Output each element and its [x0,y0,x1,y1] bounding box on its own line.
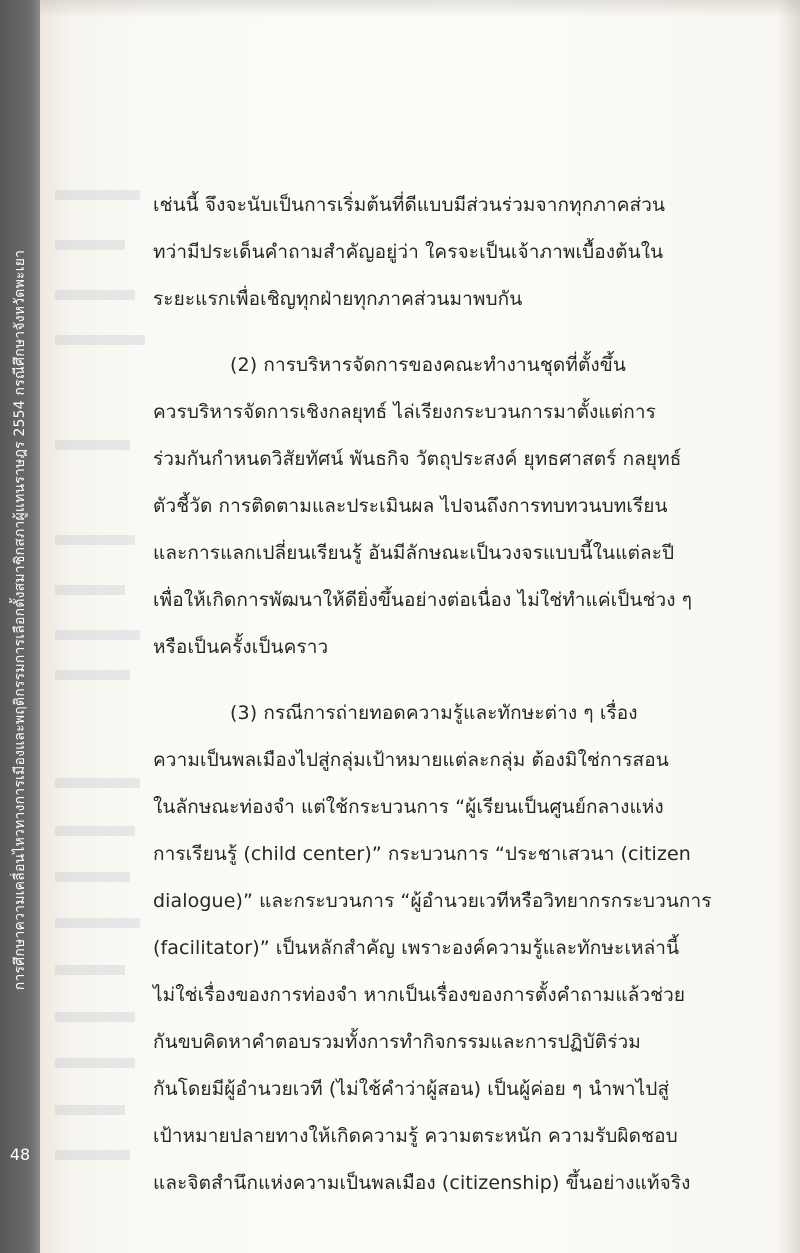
show-through-mark [55,1012,135,1022]
show-through-mark [55,1150,130,1160]
page-number: 48 [9,1145,31,1164]
show-through-mark [55,630,140,640]
text-line: ความเป็นพลเมืองไปสู่กลุ่มเป้าหมายแต่ละกลุ่ม ต้องมิใช่การสอน [153,749,669,771]
text-line: ทว่ามีประเด็นคำถามสำคัญอยู่ว่า ใครจะเป็นเจ้าภาพเบื้องต้นใน [153,241,664,263]
text-line: กันโดยมีผู้อำนวยเวที (ไม่ใช้คำว่าผู้สอน) เป็นผู้ค่อย ๆ นำพาไปสู่ [153,1078,670,1100]
show-through-mark [55,872,130,882]
show-through-mark [55,1105,125,1115]
text-line: (3) กรณีการถ่ายทอดความรู้และทักษะต่าง ๆ เรื่อง [230,702,638,724]
spine-band [0,0,40,1253]
text-line: กันขบคิดหาคำตอบรวมทั้งการทำกิจกรรมและการปฏิบัติร่วม [153,1031,641,1053]
text-line: เป้าหมายปลายทางให้เกิดความรู้ ความตระหนัก ความรับผิดชอบ [153,1125,678,1147]
show-through-mark [55,335,145,345]
show-through-mark [55,778,140,788]
show-through-mark [55,965,125,975]
show-through-mark [55,585,125,595]
text-line: (facilitator)” เป็นหลักสำคัญ เพราะองค์ความรู้และทักษะเหล่านี้ [153,937,680,959]
show-through-mark [55,535,135,545]
text-line: หรือเป็นครั้งเป็นคราว [153,636,329,658]
text-line: ควรบริหารจัดการเชิงกลยุทธ์ ไล่เรียงกระบวนการมาตั้งแต่การ [153,401,656,423]
show-through-mark [55,190,140,200]
show-through-mark [55,826,135,836]
show-through-mark [55,290,135,300]
text-line: และจิตสำนึกแห่งความเป็นพลเมือง (citizenship) ขึ้นอย่างแท้จริง [153,1172,691,1194]
text-line: ตัวชี้วัด การติดตามและประเมินผล ไปจนถึงการทบทวนบทเรียน [153,495,668,517]
text-line: เช่นนี้ จึงจะนับเป็นการเริ่มต้นที่ดีแบบมีส่วนร่วมจากทุกภาคส่วน [153,194,666,216]
show-through-mark [55,1058,135,1068]
text-line: การเรียนรู้ (child center)” กระบวนการ “ประชาเสวนา (citizen [153,843,691,865]
page-top-shadow [40,0,800,18]
show-through-mark [55,240,125,250]
show-through-mark [55,918,140,928]
page-right-shadow [778,0,800,1253]
text-line: และการแลกเปลี่ยนเรียนรู้ อันมีลักษณะเป็นวงจรแบบนี้ในแต่ละปี [153,542,675,564]
text-line: ระยะแรกเพื่อเชิญทุกฝ่ายทุกภาคส่วนมาพบกัน [153,288,523,310]
show-through-mark [55,440,130,450]
running-header: การศึกษาความเคลื่อนไหวทางการเมืองและพฤติกรรมการเลือกตั้งสมาชิกสภาผู้แทนราษฎร 2554 กรณีศึกษาจังหวัดพะเยา [12,249,28,991]
text-line: ร่วมกันกำหนดวิสัยทัศน์ พันธกิจ วัตถุประสงค์ ยุทธศาสตร์ กลยุทธ์ [153,448,682,470]
text-line: dialogue)” และกระบวนการ “ผู้อำนวยเวทีหรือวิทยากรกระบวนการ [153,890,712,912]
text-line: เพื่อให้เกิดการพัฒนาให้ดียิ่งขึ้นอย่างต่อเนื่อง ไม่ใช่ทำแค่เป็นช่วง ๆ [153,589,693,611]
text-line: ในลักษณะท่องจำ แต่ใช้กระบวนการ “ผู้เรียนเป็นศูนย์กลางแห่ง [153,796,664,818]
text-line: (2) การบริหารจัดการของคณะทำงานชุดที่ตั้งขึ้น [230,354,626,376]
page-paper [40,0,800,1253]
show-through-mark [55,670,130,680]
text-line: ไม่ใช่เรื่องของการท่องจำ หากเป็นเรื่องของการตั้งคำถามแล้วช่วย [153,984,686,1006]
